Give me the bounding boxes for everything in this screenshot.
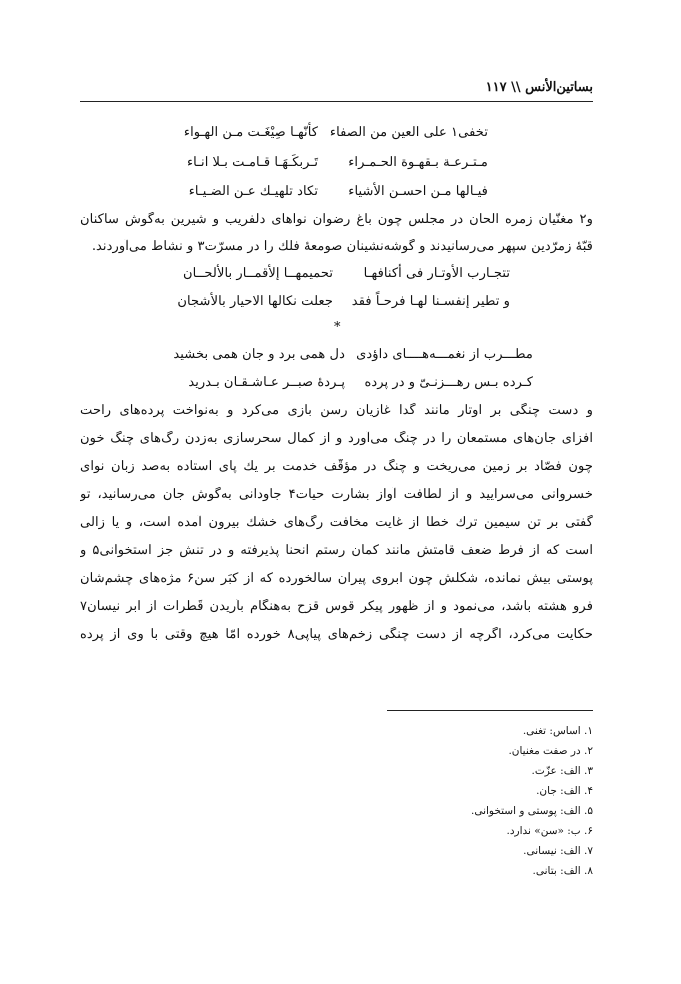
header-rule — [80, 101, 593, 102]
paragraph-line: است که از فرط ضعف قامتش مانند کمان رستم انحنا پذیرفته و در تنش جز استخوانی۵ و — [80, 543, 593, 558]
footnote: ۸. الف: بتانی. — [532, 865, 593, 877]
verse-hemistich-left: تکاد تلهیـك عـن الضـیـاء — [188, 184, 318, 199]
footnote: ۱. اساس: تغنی. — [522, 725, 593, 737]
running-header: بساتین‌الأنس \\ ۱۱۷ — [485, 80, 593, 95]
verse-hemistich-right: کـرده بـس رهـــزنـیّ و در پرده — [364, 375, 533, 390]
verse-hemistich-right: و تطیر إنفسـنا لهـا فرحـاً فقد — [351, 294, 510, 309]
verse-hemistich-left: دل همی برد و جان همی بخشید — [173, 347, 345, 362]
paragraph-line: قبّهٔ زمرّدین سپهر می‌رسانیدند و گوشه‌نشینان صومعهٔ فلك را در مسرّت۳ و نشاط می‌آوردند. — [91, 239, 593, 254]
verse-hemistich-right: تتجـارب الأوتـار فی أکنافهـا — [363, 266, 510, 281]
footnote: ۵. الف: پوستی و استخوانی. — [470, 805, 593, 817]
paragraph-line: و دست چنگی بر اوتار مانند گدا غازیان رسن بازی می‌کرد و به‌نواخت پرده‌های راحت — [80, 403, 593, 418]
paragraph-line: و۲ مغنّیان زمره الحان در مجلس چون باغ رضوان نواهای دلفریب و شیرین به‌گوش ساکنان — [80, 212, 593, 227]
paragraph-line: حکایت می‌کرد، اگرچه از دست چنگی زخم‌های پیاپی۸ خورده امّا هیچ وقتی با وی از پرده — [80, 627, 593, 642]
footnote: ۲. در صفت مغنیان. — [508, 745, 593, 757]
verse-hemistich-right: تخفی۱ علی العین من الصفاء — [329, 125, 488, 140]
paragraph-line: چون فصّاد بر زمین می‌ریخت و چنگ در مؤقّف خدمت بر یك پای استاده به‌صد زبان نوای — [80, 459, 593, 474]
paragraph-line: فرو هشته باشد، می‌نمود و از ظهور پیکر قوس قزح به‌هنگام باَریدن قَطرات از ابر نیسان۷ — [80, 599, 593, 614]
footnote: ۳. الف: عزّت. — [531, 765, 593, 777]
verse-hemistich-left: تَـربکَـهَـا قـامـت بـلا انـاء — [186, 155, 318, 170]
footnote: ۴. الف: جان. — [536, 785, 593, 797]
section-separator: * — [334, 320, 341, 335]
verse-hemistich-left: تحمیمهــا إلأقمــار بالألحــان — [182, 266, 333, 281]
verse-hemistich-right: فیـالها مـن احسـن الأشیاء — [348, 184, 488, 199]
paragraph-line: پوستی بیش نمانده، شکلش چون ابروی پیران سالخورده که از کبَر سن۶ مژه‌های چشم‌شان — [80, 571, 593, 586]
verse-hemistich-right: مـتـرعـة بـقهـوة الحـمـراء — [348, 155, 488, 170]
verse-hemistich-left: پـردهٔ صبــر عـاشـقـان بـدرید — [188, 375, 345, 390]
footnote: ۷. الف: نیسانی. — [523, 845, 593, 857]
paragraph-line: گفتی بر تن سیمین ترك خطا از غایت مخافت رگ‌های خشك بیرون آمده است، و یا زالی — [80, 515, 593, 530]
footnote: ۶. ب: «سن» ندارد. — [506, 825, 593, 837]
verse-hemistich-left: کأنّهـا صِیْغَـت مـن الهـواء — [183, 125, 318, 140]
verse-hemistich-left: جعلت نکالها الاحیار بالأشجان — [177, 294, 333, 309]
verse-hemistich-right: مطـــرب از نغمـــه‌هــــای داؤدی — [356, 347, 533, 362]
paragraph-line: افزای جان‌های مستمعان را در چنگ می‌آورد و از کمال سحرسازی به‌زدن رگ‌های چنگ خون — [80, 431, 593, 446]
footnote-rule — [387, 710, 593, 711]
paragraph-line: خسروانی می‌سرایید و از لطافت آواز بشارت حیات۴ جاودانی به‌گوش جان می‌رسانید، تو — [80, 487, 593, 502]
